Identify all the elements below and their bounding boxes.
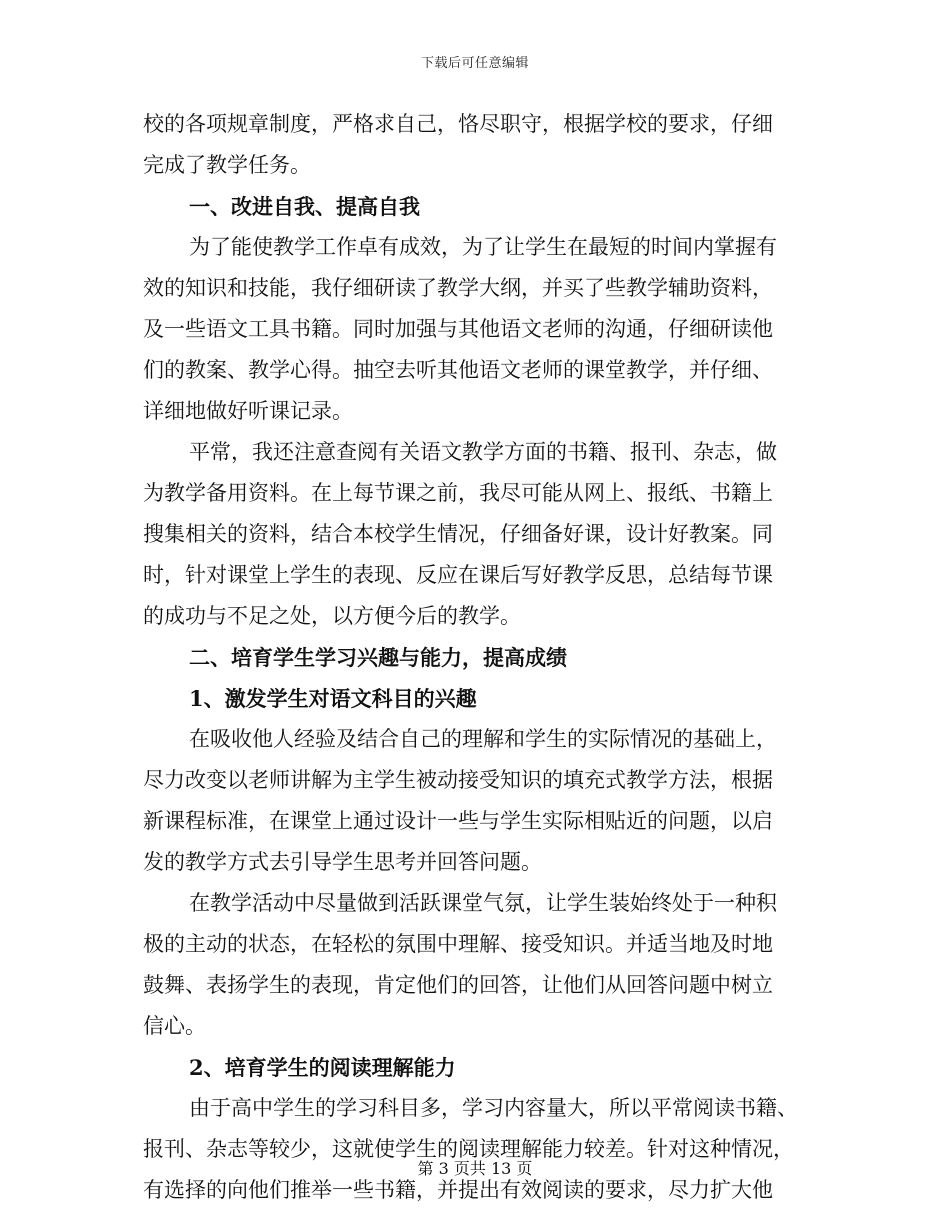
section-heading: 1、激发学生对语文科目的兴趣 [189, 686, 477, 711]
paragraph-line: 时，针对课堂上学生的表现、反应在课后写好教学反思，总结每节课 [143, 563, 773, 587]
paragraph-line: 平常，我还注意查阅有关语文教学方面的书籍、报刊、杂志，做 [189, 440, 777, 464]
paragraph-line: 鼓舞、表扬学生的表现，肯定他们的回答，让他们从回答问题中树立 [143, 973, 773, 997]
paragraph-line: 们的教案、教学心得。抽空去听其他语文老师的课堂教学，并仔细、 [143, 358, 773, 382]
paragraph-line: 的成功与不足之处，以方便今后的教学。 [143, 604, 521, 628]
section-heading: 一、改进自我、提高自我 [189, 194, 420, 219]
paragraph-line: 极的主动的状态，在轻松的氛围中理解、接受知识。并适当地及时地 [143, 932, 773, 956]
paragraph-line: 由于高中学生的学习科目多，学习内容量大，所以平常阅读书籍、 [189, 1096, 798, 1120]
paragraph-line: 详细地做好听课记录。 [143, 399, 353, 423]
paragraph-line: 及一些语文工具书籍。同时加强与其他语文老师的沟通，仔细研读他 [143, 317, 773, 341]
paragraph-line: 效的知识和技能，我仔细研读了教学大纲，并买了些教学辅助资料， [143, 276, 773, 300]
paragraph-line: 新课程标准，在课堂上通过设计一些与学生实际相贴近的问题，以启 [143, 809, 773, 833]
paragraph-line: 在教学活动中尽量做到活跃课堂气氛，让学生装始终处于一种积 [189, 891, 777, 915]
paragraph-line: 为了能使教学工作卓有成效，为了让学生在最短的时间内掌握有 [189, 235, 777, 259]
paragraph-line: 信心。 [143, 1014, 206, 1038]
paragraph-line: 搜集相关的资料，结合本校学生情况，仔细备好课，设计好教案。同 [143, 522, 773, 546]
paragraph-line: 发的教学方式去引导学生思考并回答问题。 [143, 850, 542, 874]
paragraph-line: 有选择的向他们推举一些书籍，并提出有效阅读的要求，尽力扩大他 [143, 1178, 773, 1202]
paragraph-line: 在吸收他人经验及结合自己的理解和学生的实际情况的基础上， [189, 727, 777, 751]
paragraph-line: 报刊、杂志等较少，这就使学生的阅读理解能力较差。针对这种情况， [143, 1137, 794, 1161]
document-body [143, 104, 813, 1211]
section-heading: 二、培育学生学习兴趣与能力，提高成绩 [189, 645, 567, 670]
paragraph-line: 完成了教学任务。 [143, 153, 311, 177]
page-header: 下载后可任意编辑 [420, 56, 529, 71]
paragraph-line: 尽力改变以老师讲解为主学生被动接受知识的填充式教学方法，根据 [143, 768, 773, 792]
paragraph-line: 校的各项规章制度，严格求自己，恪尽职守，根据学校的要求，仔细 [143, 112, 773, 136]
section-heading: 2、培育学生的阅读理解能力 [189, 1055, 456, 1080]
paragraph-line: 为教学备用资料。在上每节课之前，我尽可能从网上、报纸、书籍上 [143, 481, 773, 505]
page-footer: 第 3 页共 13 页 [417, 1159, 533, 1178]
